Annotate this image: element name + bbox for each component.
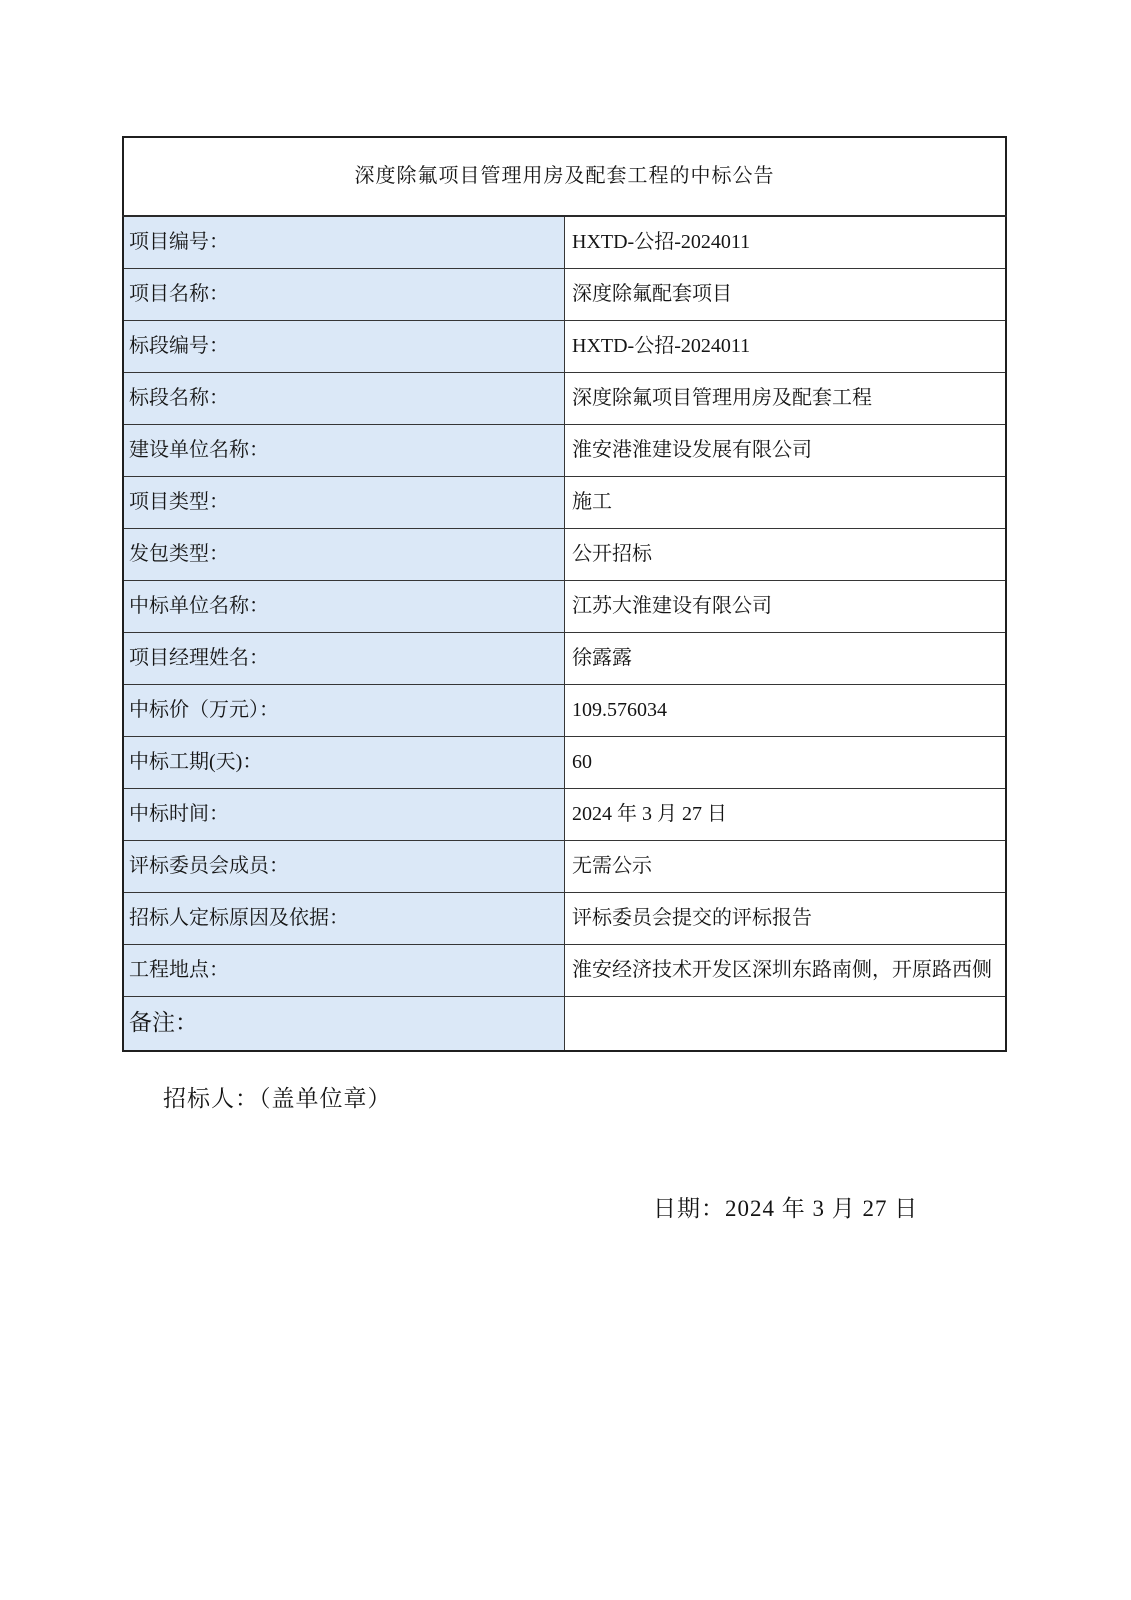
row-label: 备注： xyxy=(123,996,565,1051)
row-label: 招标人定标原因及依据： xyxy=(123,892,565,944)
row-label: 标段名称： xyxy=(123,372,565,424)
table-row xyxy=(123,216,1006,268)
table-row xyxy=(123,320,1006,372)
row-value: 施工 xyxy=(565,476,1007,528)
table-row xyxy=(123,944,1006,996)
row-label: 工程地点： xyxy=(123,944,565,996)
row-label: 中标价（万元）： xyxy=(123,684,565,736)
table-row xyxy=(123,424,1006,476)
bidder-signature-line: 招标人：（盖单位章） xyxy=(163,1086,392,1111)
row-label: 项目编号： xyxy=(123,216,565,268)
row-label: 项目经理姓名： xyxy=(123,632,565,684)
row-value: 评标委员会提交的评标报告 xyxy=(565,892,1007,944)
row-label: 中标时间： xyxy=(123,788,565,840)
row-value: 公开招标 xyxy=(565,528,1007,580)
row-value: 淮安经济技术开发区深圳东路南侧，开原路西侧 xyxy=(565,944,1007,996)
row-value: HXTD-公招-2024011 xyxy=(565,216,1007,268)
table-row xyxy=(123,268,1006,320)
row-value: 江苏大淮建设有限公司 xyxy=(565,580,1007,632)
row-label: 标段编号： xyxy=(123,320,565,372)
date-line: 日期：2024 年 3 月 27 日 xyxy=(653,1196,919,1221)
row-label: 评标委员会成员： xyxy=(123,840,565,892)
table-row xyxy=(123,372,1006,424)
row-label: 中标单位名称： xyxy=(123,580,565,632)
table-row xyxy=(123,996,1006,1051)
row-value: 60 xyxy=(565,736,1007,788)
title-row xyxy=(123,137,1006,216)
row-value: HXTD-公招-2024011 xyxy=(565,320,1007,372)
table-row xyxy=(123,476,1006,528)
table-row xyxy=(123,580,1006,632)
row-value: 深度除氟项目管理用房及配套工程 xyxy=(565,372,1007,424)
row-label: 项目类型： xyxy=(123,476,565,528)
table-row xyxy=(123,684,1006,736)
row-label: 项目名称： xyxy=(123,268,565,320)
table-row xyxy=(123,892,1006,944)
row-value: 深度除氟配套项目 xyxy=(565,268,1007,320)
bid-announcement-table xyxy=(122,136,1007,1052)
row-label: 建设单位名称： xyxy=(123,424,565,476)
row-value: 无需公示 xyxy=(565,840,1007,892)
row-value: 2024 年 3 月 27 日 xyxy=(565,788,1007,840)
row-value: 109.576034 xyxy=(565,684,1007,736)
row-label: 发包类型： xyxy=(123,528,565,580)
row-label: 中标工期(天)： xyxy=(123,736,565,788)
table-row xyxy=(123,528,1006,580)
table-row xyxy=(123,736,1006,788)
row-value: 徐露露 xyxy=(565,632,1007,684)
table-row xyxy=(123,788,1006,840)
document-title: 深度除氟项目管理用房及配套工程的中标公告 xyxy=(123,137,1006,216)
table-row xyxy=(123,632,1006,684)
row-value: 淮安港淮建设发展有限公司 xyxy=(565,424,1007,476)
row-value xyxy=(565,996,1007,1051)
table-row xyxy=(123,840,1006,892)
